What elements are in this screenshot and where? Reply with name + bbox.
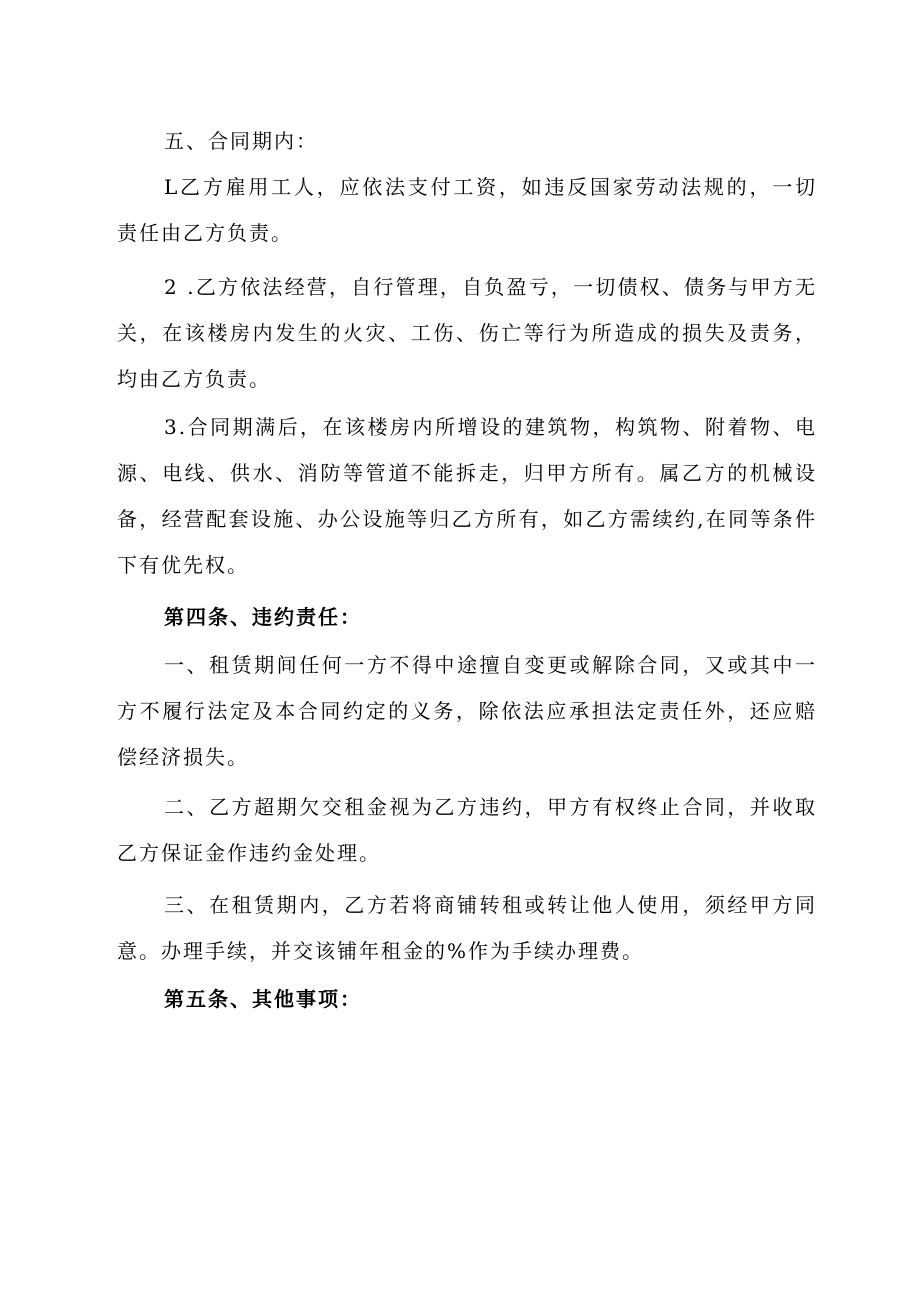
clause-2-paragraph: 2 .乙方依法经营，自行管理，自负盈亏，一切债权、债务与甲方无关，在该楼房内发生的火灾、工伤、伤亡等行为所造成的损失及责务，均由乙方负责。 <box>117 275 817 391</box>
article-four-heading: 第四条、违约责任： <box>164 605 362 629</box>
clause-1-paragraph: L乙方雇用工人，应依法支付工资，如违反国家劳动法规的，一切责任由乙方负责。 <box>117 175 817 245</box>
breach-item-1-paragraph: 一、租赁期间任何一方不得中途擅自变更或解除合同，又或其中一方不履行法定及本合同约定的义务，除依法应承担法定责任外，还应赔偿经济损失。 <box>117 653 817 769</box>
clause-3-paragraph: 3.合同期满后，在该楼房内所增设的建筑物，构筑物、附着物、电源、电线、供水、消防等管道不能拆走，归甲方所有。属乙方的机械设备，经营配套设施、办公设施等归乙方所有，如乙方需续约,在同等条件下有优先权。 <box>117 415 817 577</box>
article-five-heading: 第五条、其他事项： <box>164 987 362 1011</box>
breach-item-3-paragraph: 三、在租赁期内，乙方若将商铺转租或转让他人使用，须经甲方同意。办理手续，并交该铺年租金的%作为手续办理费。 <box>117 893 817 963</box>
breach-item-2-paragraph: 二、乙方超期欠交租金视为乙方违约，甲方有权终止合同，并收取乙方保证金作违约金处理。 <box>117 795 817 865</box>
section-five-heading: 五、合同期内： <box>164 129 318 153</box>
